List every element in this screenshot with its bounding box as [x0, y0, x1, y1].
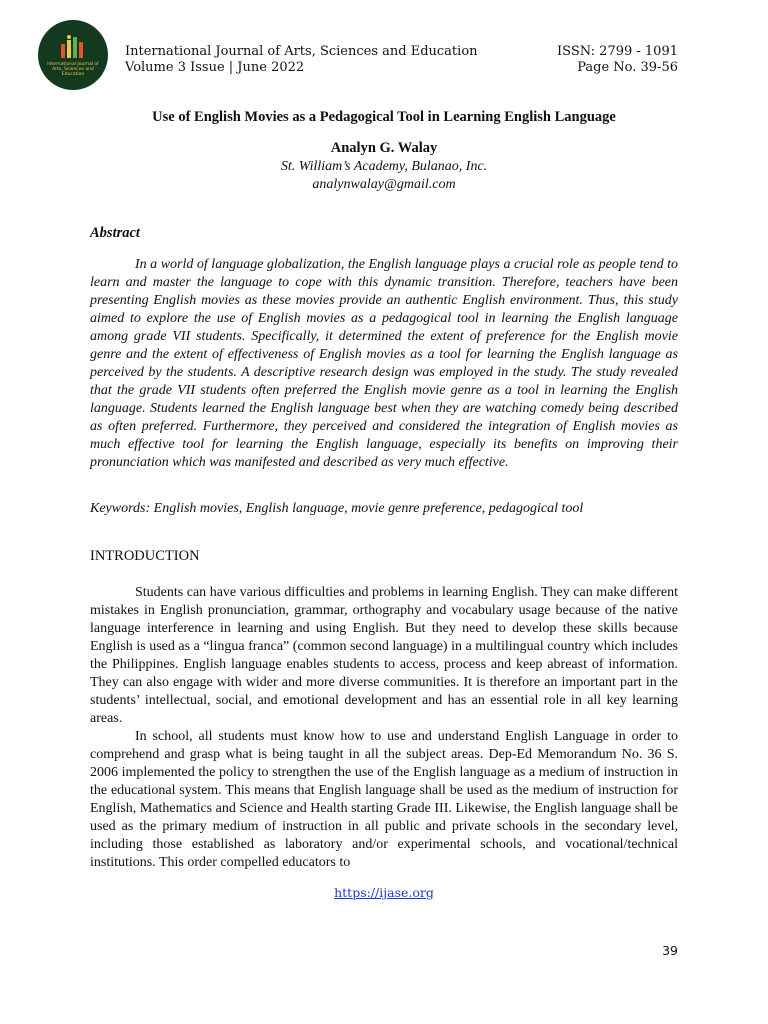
logo-text: International Journal of Arts, Sciences and Education: [47, 61, 99, 77]
introduction-paragraph: In school, all students must know how to use and understand English Language in order to comprehend and grasp what is being taught in all the subject areas. Dep-Ed Memorandum No. 36 S. 2006 implemented the policy to strengthen the use of the English language as a medium of instruction in the educational system. This means that English language shall be used as the medium of instruction for English, Mathematics and Science and Health starting Grade III. Likewise, the English language shall be used as the primary medium of instruction in all public and private schools in the secondary level, including those established as laboratory and/or experimental schools, and vocational/technical institutions. This order compelled educators to: [90, 729, 678, 870]
page-range: Page No. 39-56: [577, 60, 678, 75]
author-email: analynwalay@gmail.com: [312, 177, 456, 192]
author-affiliation: St. William’s Academy, Bulanao, Inc.: [280, 159, 488, 174]
journal-header: [125, 44, 478, 76]
journal-logo: [38, 20, 108, 90]
abstract-body: In a world of language globalization, the English language plays a crucial role as people tend to learn and master the language to cope with this dynamic transition. Therefore, teachers have been presenting English movies as these movies provide an authentic English environment. Thus, this study aimed to explore the use of English movies as a pedagogical tool in learning the English language among grade VII students. Specifically, it determined the extent of preference for the English movie genre and the extent of effectiveness of English movies as a tool for learning the English language as perceived by the students. A descriptive research design was employed in the study. The study revealed that the grade VII students often preferred the English movie genre as a tool in learning the English language. Students learned the English language best when they are watching comedy being described as often preferred. Furthermore, they perceived and considered the integration of English movies as much effective tool for learning the English language, especially its benefits on improving their pronunciation which was manifested and described as very much effective.: [90, 257, 678, 470]
introduction-heading: INTRODUCTION: [90, 548, 200, 564]
journal-website-link[interactable]: https://ijase.org: [334, 885, 434, 900]
article-title: Use of English Movies as a Pedagogical Tool in Learning English Language: [152, 109, 616, 125]
issn-block: [557, 44, 678, 76]
footer: [0, 885, 768, 900]
abstract-heading: Abstract: [90, 225, 140, 241]
journal-name: International Journal of Arts, Sciences and Education: [125, 44, 478, 59]
issn: ISSN: 2799 - 1091: [557, 44, 678, 59]
introduction-paragraph: Students can have various difficulties and problems in learning English. They can make different mistakes in English pronunciation, grammar, orthography and vocabulary usage because of the native language interference in learning and using English. But they need to develop these skills because English is used as a “lingua franca” (common second language) in a multilingual country which includes the Philippines. English language enables students to access, process and keep abreast of information. They can also engage with wider and more diverse communities. It is therefore an important part in the students’ intellectual, social, and emotional development and has an essential role in all key learning areas.: [90, 585, 678, 726]
journal-emblem-icon: [58, 34, 88, 60]
page-number: 39: [662, 943, 678, 958]
keywords: Keywords: English movies, English language, movie genre preference, pedagogical tool: [90, 501, 584, 516]
volume-issue: Volume 3 Issue | June 2022: [125, 60, 305, 75]
author-name: Analyn G. Walay: [330, 140, 438, 156]
